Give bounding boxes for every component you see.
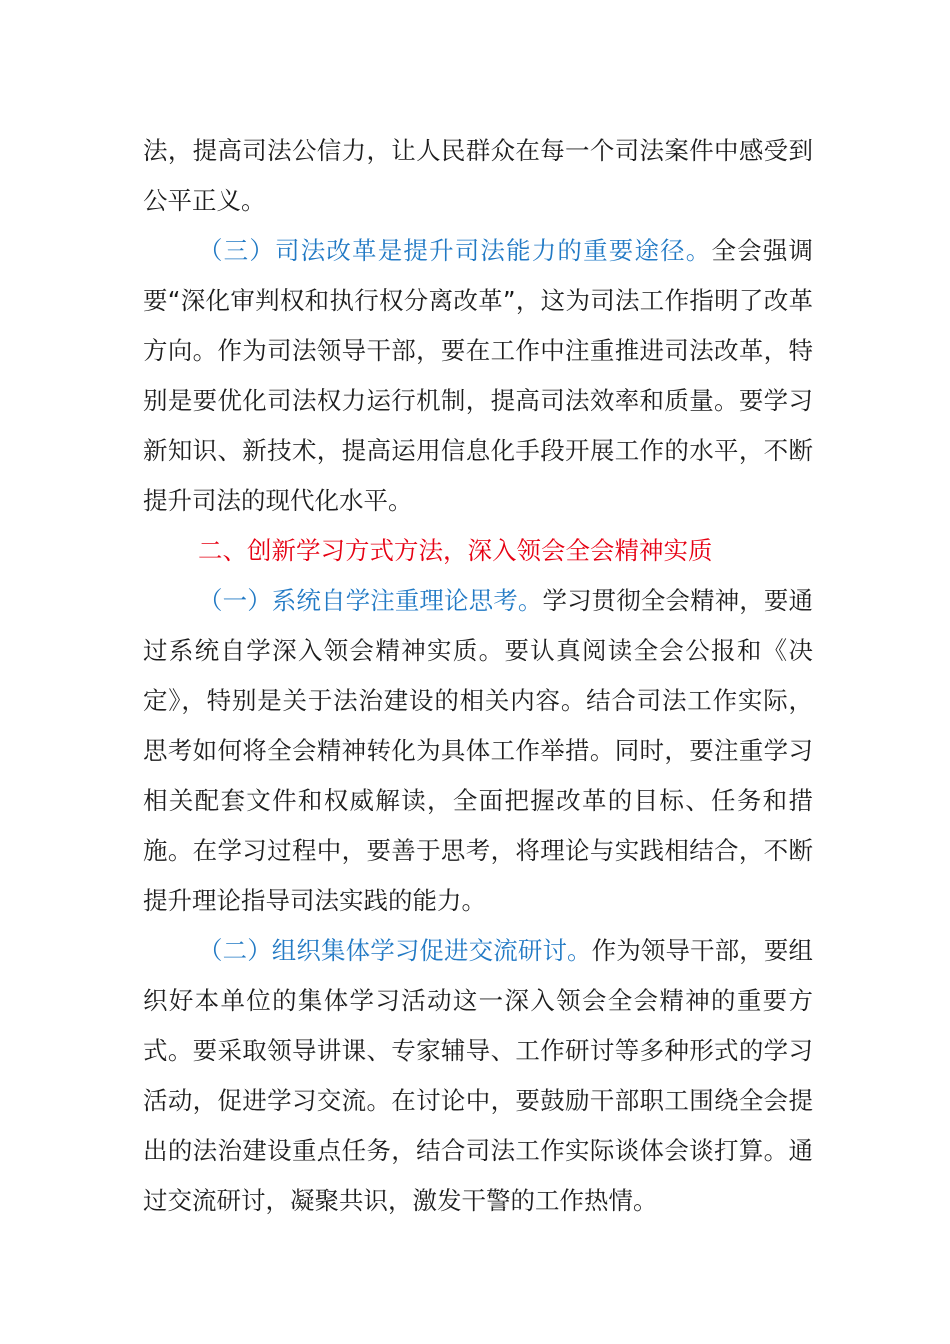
paragraph-text: 法，提高司法公信力，让人民群众在每一个司法案件中感受到公平正义。 xyxy=(143,136,813,215)
paragraph-judicial-reform xyxy=(143,226,813,526)
paragraph-text: 全会强调要“深化审判权和执行权分离改革”，这为司法工作指明了改革方向。作为司法领导干部，要在工作中注重推进司法改革，特别是要优化司法权力运行机制，提高司法效率和质量。要学习新知识、新技术，提高运用信息化手段开展工作的水平，不断提升司法的现代化水平。 xyxy=(143,236,814,515)
paragraph-continuation xyxy=(143,126,813,226)
paragraph-lead: （二）组织集体学习促进交流研讨。 xyxy=(198,936,592,965)
paragraph-self-study xyxy=(143,576,813,926)
paragraph-lead: （三）司法改革是提升司法能力的重要途径。 xyxy=(198,236,712,265)
document-body xyxy=(143,126,813,1226)
paragraph-text: 作为领导干部，要组织好本单位的集体学习活动这一深入领会全会精神的重要方式。要采取领导讲课、专家辅导、工作研讨等多种形式的学习活动，促进学习交流。在讨论中，要鼓励干部职工围绕全会提出的法治建设重点任务，结合司法工作实际谈体会谈打算。通过交流研讨，凝聚共识，激发干警的工作热情。 xyxy=(143,936,814,1215)
section-heading: 二、创新学习方式方法，深入领会全会精神实质 xyxy=(198,536,713,565)
paragraph-lead: （一）系统自学注重理论思考。 xyxy=(198,586,543,615)
paragraph-text: 学习贯彻全会精神，要通过系统自学深入领会精神实质。要认真阅读全会公报和《决定》，特别是关于法治建设的相关内容。结合司法工作实际，思考如何将全会精神转化为具体工作举措。同时，要注重学习相关配套文件和权威解读，全面把握改革的目标、任务和措施。在学习过程中，要善于思考，将理论与实践相结合，不断提升理论指导司法实践的能力。 xyxy=(143,586,814,915)
paragraph-group-study xyxy=(143,926,813,1226)
